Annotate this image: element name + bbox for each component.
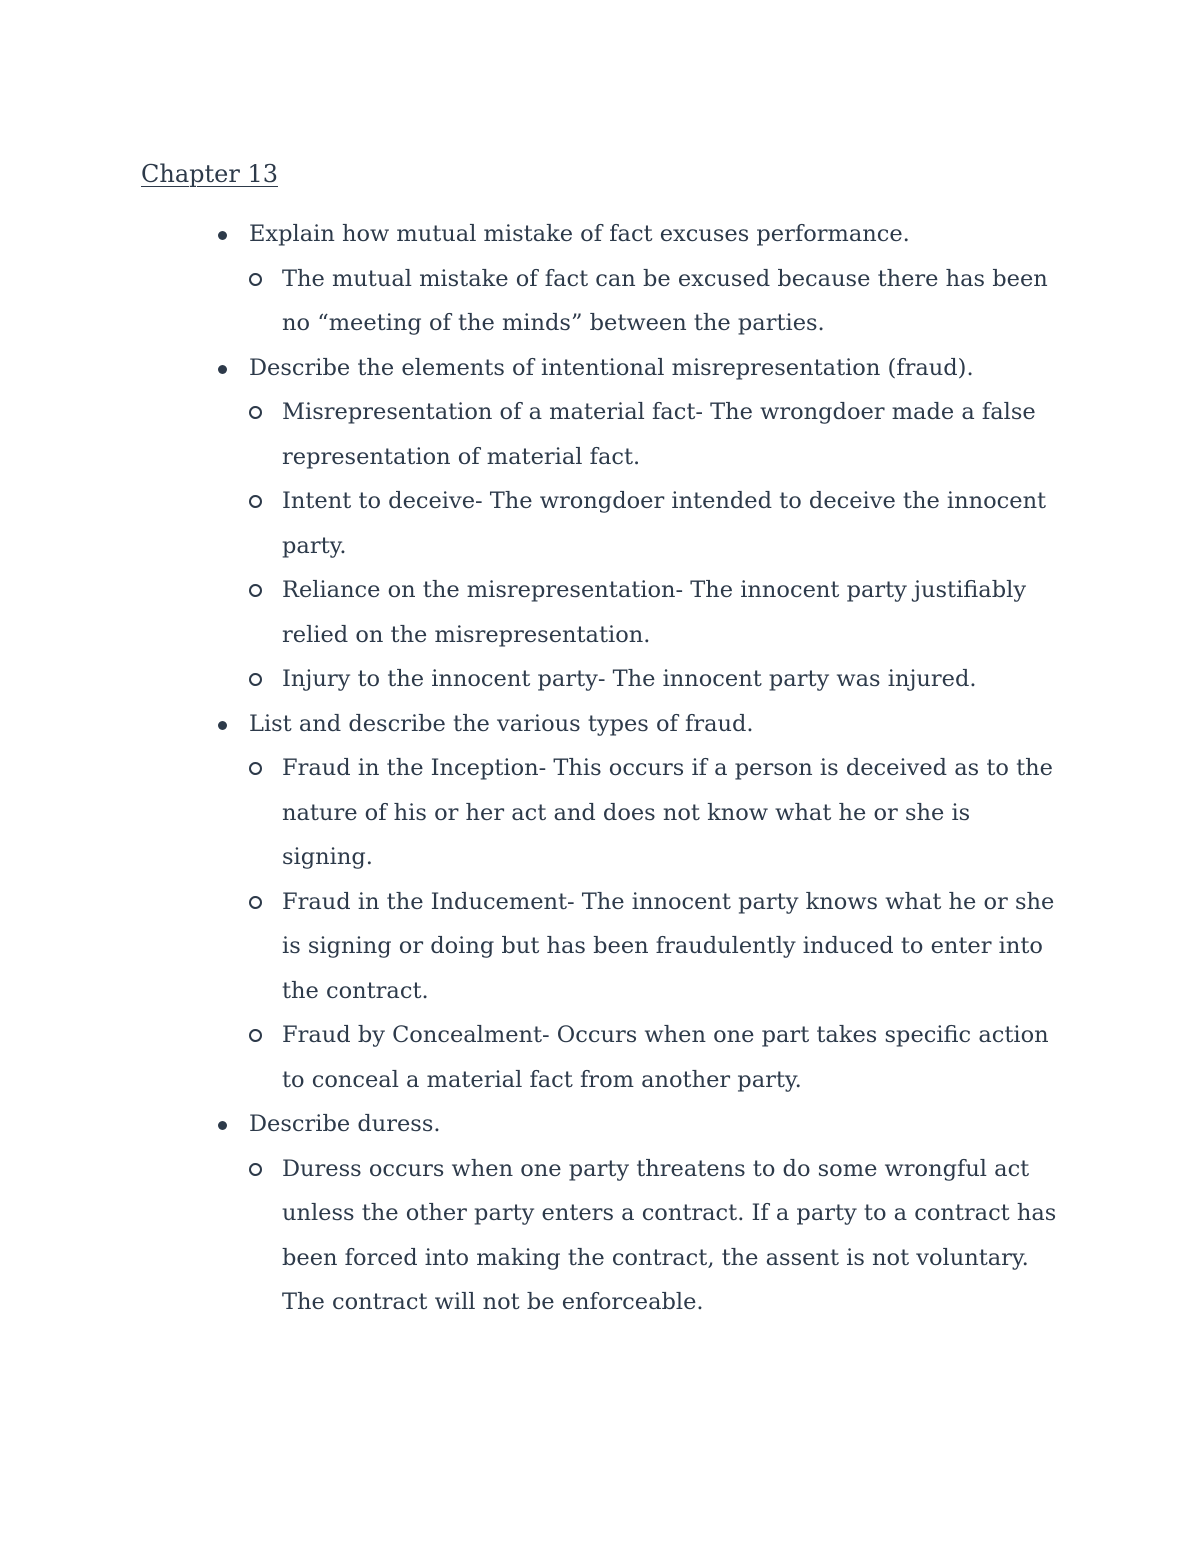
answer-item — [0, 257, 1062, 346]
answer-text: Fraud in the Inducement- The innocent party knows what he or she is signing or doing but has been fraudulently induced to enter into the contract. — [282, 888, 1055, 1004]
question-item — [0, 346, 1069, 702]
hollow-bullet-icon — [249, 495, 262, 508]
answer-text: Misrepresentation of a material fact- The wrongdoer made a false representation of material fact. — [282, 399, 1036, 470]
answer-text: The mutual mistake of fact can be excused because there has been no “meeting of the minds” between the parties. — [282, 265, 1048, 336]
filled-bullet-icon — [218, 721, 227, 730]
answer-item — [0, 1147, 1062, 1325]
filled-bullet-icon — [218, 1121, 227, 1130]
answer-item — [0, 1013, 1062, 1102]
hollow-bullet-icon — [249, 584, 262, 597]
hollow-bullet-icon — [249, 896, 262, 909]
answer-text: Duress occurs when one party threatens to do some wrongful act unless the other party enters a contract. If a party to a contract has been forced into making the contract, the assent is not voluntary. The contract will not be enforceable. — [282, 1155, 1057, 1315]
answer-list — [249, 1147, 1069, 1325]
hollow-bullet-icon — [249, 762, 262, 775]
filled-bullet-icon — [218, 365, 227, 374]
hollow-bullet-icon — [249, 406, 262, 419]
answer-text: Fraud in the Inception- This occurs if a person is deceived as to the nature of his or her act and does not know what he or she is signing. — [282, 755, 1053, 870]
outline-list — [0, 212, 1200, 1325]
answer-list — [249, 257, 1069, 346]
filled-bullet-icon — [218, 231, 227, 240]
question-item — [0, 702, 1069, 1103]
question-item — [0, 1102, 1069, 1325]
answer-text: Reliance on the misrepresentation- The innocent party justifiably relied on the misrepresentation. — [282, 577, 1027, 648]
answer-list — [249, 746, 1069, 1102]
answer-list — [249, 390, 1069, 702]
answer-item — [0, 880, 1062, 1014]
answer-item — [0, 657, 1062, 702]
question-text: List and describe the various types of fraud. — [249, 710, 754, 737]
question-item — [0, 212, 1069, 346]
answer-item — [0, 479, 1062, 568]
answer-item — [0, 746, 1062, 880]
hollow-bullet-icon — [249, 273, 262, 286]
question-text: Describe duress. — [249, 1111, 441, 1137]
chapter-heading: Chapter 13 — [141, 160, 278, 188]
answer-item — [0, 390, 1062, 479]
answer-text: Fraud by Concealment- Occurs when one part takes specific action to conceal a material fact from another party. — [282, 1022, 1049, 1093]
answer-text: Intent to deceive- The wrongdoer intended to deceive the innocent party. — [282, 488, 1047, 559]
hollow-bullet-icon — [249, 1029, 262, 1042]
hollow-bullet-icon — [249, 673, 262, 686]
answer-item — [0, 568, 1062, 657]
question-text: Describe the elements of intentional misrepresentation (fraud). — [249, 354, 974, 381]
question-text: Explain how mutual mistake of fact excuses performance. — [249, 221, 910, 247]
answer-text: Injury to the innocent party- The innocent party was injured. — [282, 666, 977, 692]
hollow-bullet-icon — [249, 1163, 262, 1176]
